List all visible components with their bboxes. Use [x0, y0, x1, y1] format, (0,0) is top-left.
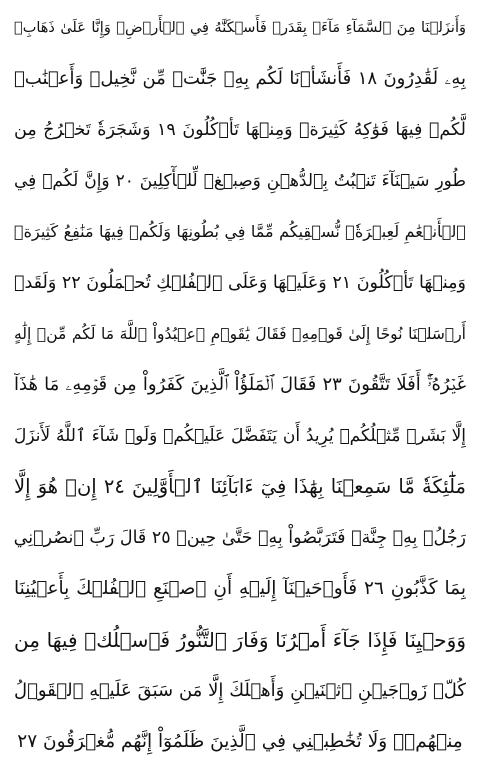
text-line-8: غَيۡرُهُۥٓۚ أَفَلَا تَتَّقُونَ ٢٣ فَقَالَ ٱلۡمَلَؤُاْ ٱلَّذِينَ كَفَرُواْ مِن قَوۡمِهِۦ مَا هَٰذَآ: [14, 374, 466, 395]
text-line-14: كُلّٖ زَوۡجَيۡنِ ٱثۡنَيۡنِ وَأَهۡلَكَ إِلَّا مَن سَبَقَ عَلَيۡهِ ٱلۡقَوۡلُ: [14, 680, 466, 701]
text-line-1: وَأَنزَلۡنَا مِنَ ٱلسَّمَآءِ مَآءَۢ بِقَدَرٖ فَأَسۡكَنَّٰهُ فِي ٱلۡأَرۡضِۖ وَإِنَّا عَلَىٰ ذَهَابِۭ: [14, 20, 466, 36]
text-line-9: إِلَّا بَشَرٞ مِّثۡلُكُمۡ يُرِيدُ أَن يَتَفَضَّلَ عَلَيۡكُمۡ وَلَوۡ شَآءَ ٱللَّهُ لَأَنزَلَ: [14, 426, 466, 446]
text-line-2: بِهِۦ لَقَٰدِرُونَ ١٨ فَأَنشَأۡنَا لَكُم بِهِۦ جَنَّٰتٖ مِّن نَّخِيلٖ وَأَعۡنَٰبٖ: [14, 68, 466, 89]
text-line-3: لَّكُمۡ فِيهَا فَوَٰكِهُ كَثِيرَةٞ وَمِنۡهَا تَأۡكُلُونَ ١٩ وَشَجَرَةٗ تَخۡرُجُ مِن: [14, 120, 466, 140]
text-line-13: وَوَحۡيِنَا فَإِذَا جَآءَ أَمۡرُنَا وَفَارَ ٱلتَّنُّورُ فَٱسۡلُكۡ فِيهَا مِن: [14, 628, 466, 652]
text-line-4: طُورِ سَيۡنَآءَ تَنۢبُتُ بِٱلدُّهۡنِ وَصِبۡغٖ لِّلۡأٓكِلِينَ ٢٠ وَإِنَّ لَكُمۡ فِي: [14, 171, 466, 191]
text-line-15: مِنۡهُمۡۖ وَلَا تُخَٰطِبۡنِي فِي ٱلَّذِينَ ظَلَمُوٓاْ إِنَّهُم مُّغۡرَقُونَ ٢٧: [17, 731, 463, 752]
text-line-6: وَمِنۡهَا تَأۡكُلُونَ ٢١ وَعَلَيۡهَا وَعَلَى ٱلۡفُلۡكِ تُحۡمَلُونَ ٢٢ وَلَقَدۡ: [14, 273, 466, 293]
text-line-11: رَجُلُۢ بِهِۦ جِنَّةٞ فَتَرَبَّصُواْ بِهِۦ حَتَّىٰ حِينٖ ٢٥ قَالَ رَبِّ ٱنصُرۡنِي: [14, 528, 466, 548]
text-line-7: أَرۡسَلۡنَا نُوحًا إِلَىٰ قَوۡمِهِۦ فَقَالَ يَٰقَوۡمِ ٱعۡبُدُواْ ٱللَّهَ مَا لَكُم مِّنۡ إِلَٰهٍ: [14, 325, 466, 343]
text-line-5: ٱلۡأَنۡعَٰمِ لَعِبۡرَةٗۖ نُّسۡقِيكُم مِّمَّا فِي بُطُونِهَا وَلَكُمۡ فِيهَا مَنَٰفِعُ كَثِيرَةٞ: [14, 222, 466, 241]
text-block: [14, 6, 466, 768]
text-line-10: مَلَٰٓئِكَةٗ مَّا سَمِعۡنَا بِهَٰذَا فِيٓ ءَابَآئِنَا ٱلۡأَوَّلِينَ ٢٤ إِنۡ هُوَ إِلَّا: [14, 475, 466, 498]
text-line-12: بِمَا كَذَّبُونِ ٢٦ فَأَوۡحَيۡنَآ إِلَيۡهِ أَنِ ٱصۡنَعِ ٱلۡفُلۡكَ بِأَعۡيُنِنَا: [14, 578, 466, 599]
